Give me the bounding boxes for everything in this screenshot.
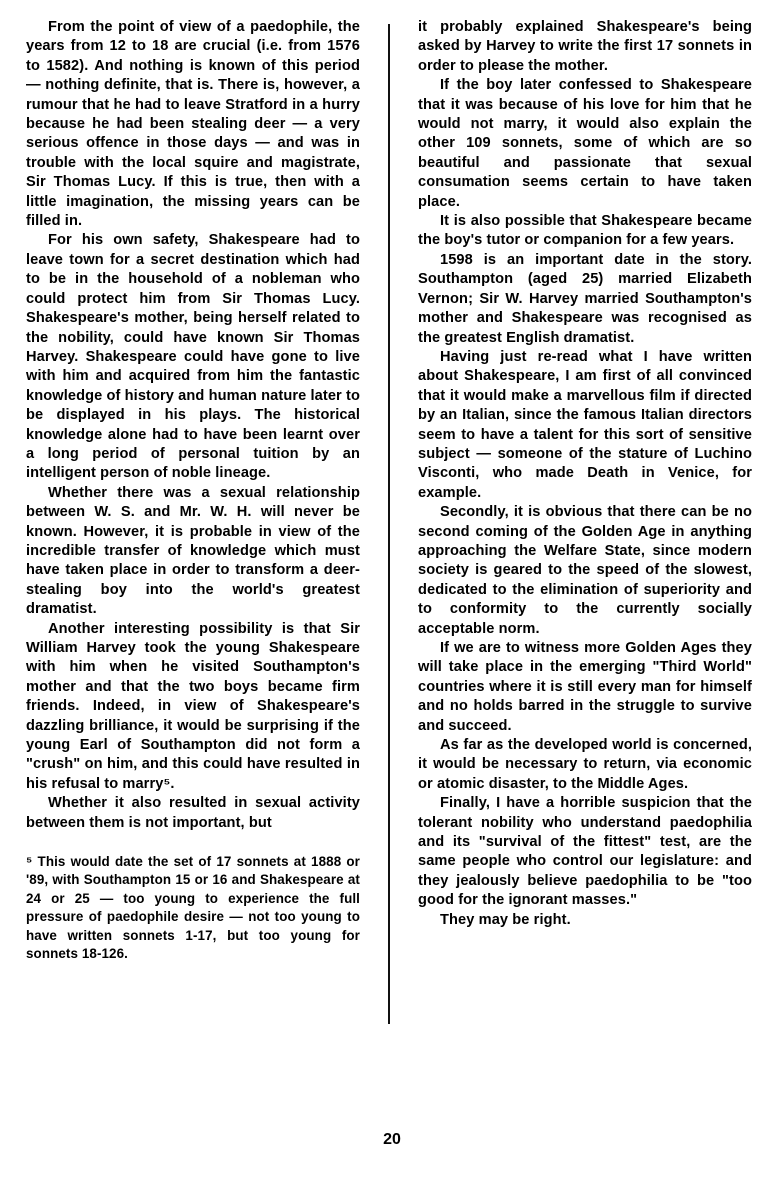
footnote-text: ⁵ This would date the set of 17 sonnets at 1888 or '89, with Southampton 15 or 16 and Shakespeare at 24 or 25 — too young to experience the full pressure of paedophile desire — not too young to have written sonnets 1-17, but too young for sonnets 18-126. [26,854,360,962]
paragraph: it probably explained Shakespeare's being asked by Harvey to write the first 17 sonnets in order to please the mother. [418,19,752,74]
paragraph: Secondly, it is obvious that there can be no second coming of the Golden Age in anything approaching the Welfare State, since modern society is geared to the speed of the slowest, dedicated to the elimination of superiority and to conformity to the currently socially acceptable norm. [418,504,752,637]
paragraph: Finally, I have a horrible suspicion that the tolerant nobility who understand paedophilia and its "survival of the fittest" test, are the same people who control our legislature: and they jealously believe paedophilia to be "too good for the ignorant masses." [418,795,752,909]
left-column [26,18,366,964]
paragraph: Having just re-read what I have written about Shakespeare, I am first of all convinced that it would make a marvellous film if directed by an Italian, since the famous Italian directors seem to have a talent for this sort of sensitive subject — someone of the stature of Luchino Visconti, who made Death in Venice, for example. [418,348,752,501]
paragraph: Another interesting possibility is that Sir William Harvey took the young Shakespeare with him when he visited Southampton's mother and that the two boys became firm friends. Indeed, in view of Shakespeare's dazzling brilliance, it would be surprising if the young Earl of Southampton did not form a "crush" on him, and this could have resulted in his refusal to marry⁵. [26,620,360,792]
paragraph: From the point of view of a paedophile, the years from 12 to 18 are crucial (i.e. from 1576 to 1582). And nothing is known of this period — nothing definite, that is. There is, however, a rumour that he had to leave Stratford in a hurry because he had been stealing deer — a very serious offence in those days — and was in trouble with the local squire and magistrate, Sir Thomas Lucy. If this is true, then with a little imagination, the missing years can be filled in. [26,19,360,230]
footnote-block [26,847,360,963]
page-number: 20 [383,1131,401,1148]
paragraph: For his own safety, Shakespeare had to leave town for a secret destination which had to be in the household of a nobleman who could protect him from Sir Thomas Lucy. Shakespeare's mother, being herself related to the nobility, could have known Sir Thomas Harvey. Shakespeare could have gone to live with him and acquired from him the fantastic knowledge of history and human nature later to be displayed in his plays. The historical knowledge alone had to have been learnt over a long period of personal tuition by an intelligent person of noble lineage. [26,232,360,482]
two-column-body [26,18,758,1024]
paragraph: As far as the developed world is concerned, it would be necessary to return, via economic or atomic disaster, to the Middle Ages. [418,737,752,792]
paragraph: If the boy later confessed to Shakespeare that it was because of his love for him that he would not marry, it would also explain the other 109 sonnets, some of which are so beautiful and passionate that sexual consumation seems certain to have taken place. [418,77,752,210]
paragraph: Whether there was a sexual relationship between W. S. and Mr. W. H. will never be known. However, it is probable in view of the incredible transfer of knowledge which must have taken place in order to transform a deer-stealing boy into the world's greatest dramatist. [26,484,360,618]
paragraph: If we are to witness more Golden Ages they will take place in the emerging "Third World" countries where it is still every man for himself and no holds barred in the struggle to survive and succeed. [418,640,752,734]
paragraph: 1598 is an important date in the story. Southampton (aged 25) married Elizabeth Vernon; Sir W. Harvey married Southampton's mother and Shakespeare was recognised as the greatest English dramatist. [418,251,752,346]
paragraph: Whether it also resulted in sexual activity between them is not important, but [26,795,360,831]
paragraph: They may be right. [440,911,571,928]
column-divider-rule [388,24,390,1024]
right-column [412,18,752,930]
paragraph: It is also possible that Shakespeare became the boy's tutor or companion for a few years. [418,213,752,249]
